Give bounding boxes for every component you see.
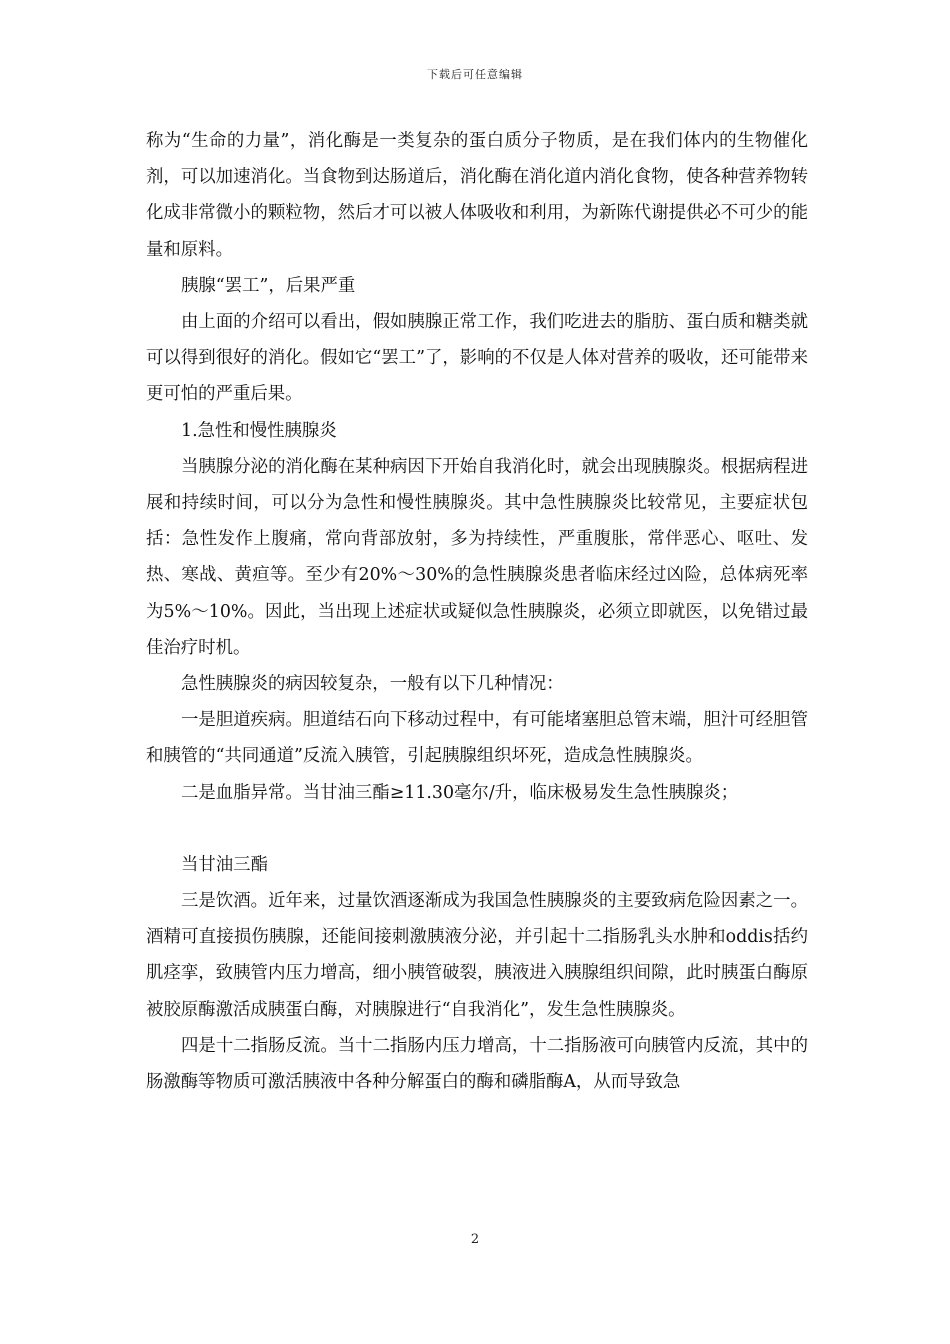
- paragraph: 二是血脂异常。当甘油三酯≥11.30毫尔/升，临床极易发生急性胰腺炎；: [181, 782, 739, 803]
- subsection-heading-pancreatitis: 1.急性和慢性胰腺炎: [181, 420, 337, 441]
- paragraph: 由上面的介绍可以看出，假如胰腺正常工作，我们吃进去的脂肪、蛋白质和糖类就可以得到很好的消化。假如它“罢工”了，影响的不仅是人体对营养的吸收，还可能带来更可怕的严重后果。: [146, 312, 808, 405]
- paragraph: 当胰腺分泌的消化酶在某种病因下开始自我消化时，就会出现胰腺炎。根据病程进展和持续时间，可以分为急性和慢性胰腺炎。其中急性胰腺炎比较常见，主要症状包括：急性发作上腹痛，常向背部放射，多为持续性，严重腹胀，常伴恶心、呕吐、发热、寒战、黄疸等。至少有20%～30%的急性胰腺炎患者临床经过凶险，总体病死率为5%～10%。因此，当出现上述症状或疑似急性胰腺炎，必须立即就医，以免错过最佳治疗时机。: [146, 456, 808, 658]
- page-number: 2: [470, 1232, 480, 1247]
- paragraph: 三是饮酒。近年来，过量饮酒逐渐成为我国急性胰腺炎的主要致病危险因素之一。酒精可直接损伤胰腺，还能间接刺激胰液分泌，并引起十二指肠乳头水肿和oddis括约肌痉挛，致胰管内压力增高，细小胰管破裂，胰液进入胰腺组织间隙，此时胰蛋白酶原被胶原酶激活成胰蛋白酶，对胰腺进行“自我消化”，发生急性胰腺炎。: [146, 891, 808, 1020]
- paragraph-continuation: 称为“生命的力量”，消化酶是一类复杂的蛋白质分子物质，是在我们体内的生物催化剂，可以加速消化。当食物到达肠道后，消化酶在消化道内消化食物，使各种营养物转化成非常微小的颗粒物，然后才可以被人体吸收和利用，为新陈代谢提供必不可少的能量和原料。: [146, 131, 808, 260]
- paragraph: 四是十二指肠反流。当十二指肠内压力增高，十二指肠液可向胰管内反流，其中的肠激酶等物质可激活胰液中各种分解蛋白的酶和磷脂酶A，从而导致急: [146, 1035, 808, 1093]
- section-heading-pancreas-strike: 胰腺“罢工”，后果严重: [181, 275, 356, 296]
- blank-line: [146, 811, 808, 847]
- paragraph: 急性胰腺炎的病因较复杂，一般有以下几种情况：: [181, 674, 564, 695]
- page-header: 下载后可任意编辑: [427, 68, 523, 81]
- paragraph: 当甘油三酯: [181, 854, 268, 875]
- document-body: [146, 123, 808, 1100]
- paragraph: 一是胆道疾病。胆道结石向下移动过程中，有可能堵塞胆总管末端，胆汁可经胆管和胰管的“共同通道”反流入胰管，引起胰腺组织坏死，造成急性胰腺炎。: [146, 710, 808, 767]
